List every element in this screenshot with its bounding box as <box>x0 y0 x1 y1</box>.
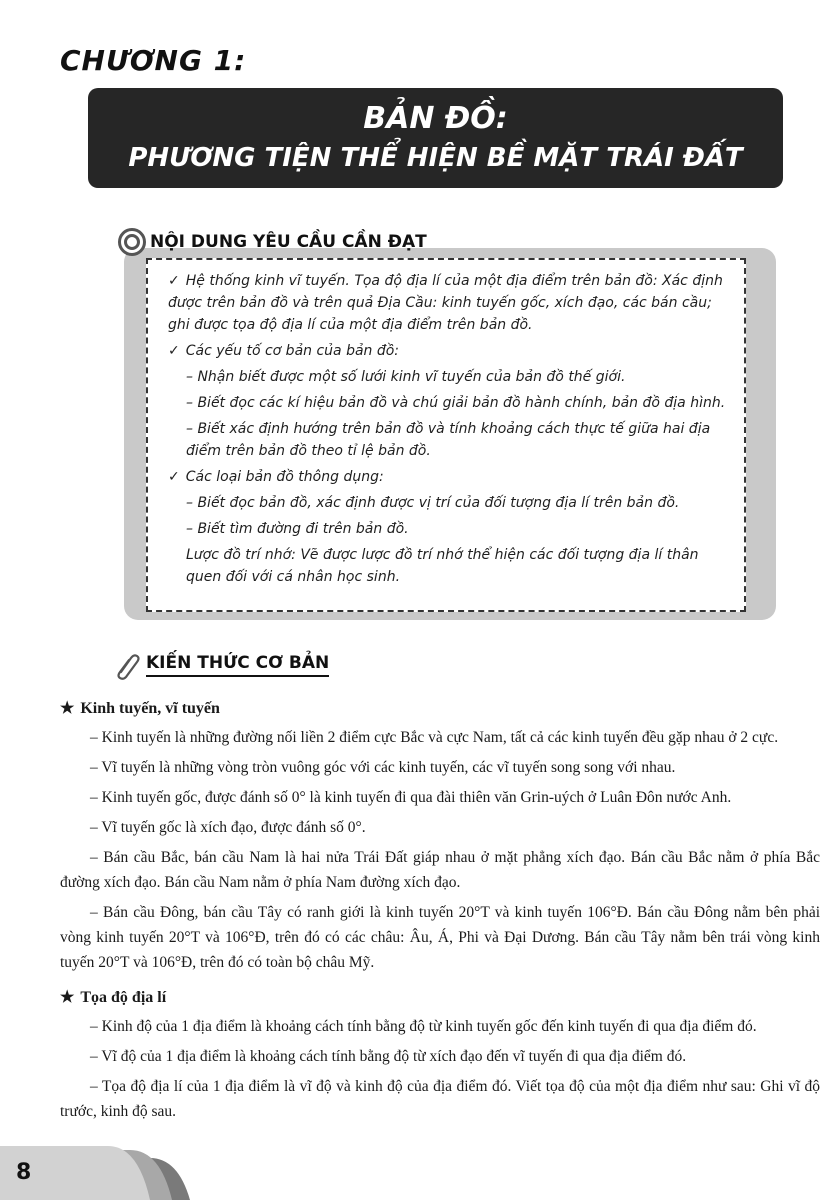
chapter-label: CHƯƠNG 1: <box>60 44 247 77</box>
paragraph: – Vĩ tuyến gốc là xích đạo, được đánh số 0°. <box>90 819 366 836</box>
check-icon: ✓ <box>168 343 180 359</box>
paperclip-icon <box>114 650 140 680</box>
requirement-subitem: Lược đồ trí nhớ: Vẽ được lược đồ trí nhớ thể hiện các đối tượng địa lí thân quen đối với cá nhân học sinh. <box>186 547 699 585</box>
star-icon: ★ <box>60 989 75 1006</box>
section-heading: ★ Kinh tuyến, vĩ tuyến <box>60 696 820 721</box>
main-content <box>60 696 820 1129</box>
requirements-heading <box>118 228 427 256</box>
check-icon: ✓ <box>168 469 180 485</box>
paragraph: – Kinh độ của 1 địa điểm là khoảng cách tính bằng độ từ kinh tuyến gốc đến kinh tuyến đi qua địa điểm đó. <box>90 1018 757 1035</box>
requirements-box <box>146 258 746 612</box>
page-number: 8 <box>16 1160 32 1185</box>
knowledge-heading <box>114 650 329 680</box>
paragraph: – Kinh tuyến là những đường nối liền 2 điểm cực Bắc và cực Nam, tất cả các kinh tuyến đều gặp nhau ở 2 cực. <box>90 729 779 746</box>
knowledge-heading-label: KIẾN THỨC CƠ BẢN <box>146 653 329 677</box>
paragraph: – Bán cầu Đông, bán cầu Tây có ranh giới là kinh tuyến 20°T và kinh tuyến 106°Đ. Bán cầu Đông nằm bên phải vòng kinh tuyến 20°T và 106°Đ, trên đó có các châu: Âu, Á, Phi và Đại Dương. Bán cầu Tây nằm bên trái vòng kinh tuyến 20°T và 106°Đ, trên đó có toàn bộ châu Mỹ. <box>60 904 820 971</box>
requirement-item: ✓ Các yếu tố cơ bản của bản đồ: <box>168 343 400 359</box>
requirement-subitem: – Biết đọc các kí hiệu bản đồ và chú giải bản đồ hành chính, bản đồ địa hình. <box>186 395 726 411</box>
star-icon: ★ <box>60 700 75 717</box>
paragraph: – Vĩ độ của 1 địa điểm là khoảng cách tính bằng độ từ xích đạo đến vĩ tuyến đi qua địa điểm đó. <box>90 1048 687 1065</box>
chapter-title-line1: BẢN ĐỒ: <box>363 101 508 136</box>
paragraph: – Bán cầu Bắc, bán cầu Nam là hai nửa Trái Đất giáp nhau ở mặt phẳng xích đạo. Bán cầu Bắc nằm ở phía Bắc đường xích đạo. Bán cầu Nam nằm ở phía Nam đường xích đạo. <box>60 849 820 891</box>
requirement-subitem: – Biết tìm đường đi trên bản đồ. <box>186 521 409 537</box>
target-icon <box>118 228 146 256</box>
requirement-subitem: – Nhận biết được một số lưới kinh vĩ tuyến của bản đồ thế giới. <box>186 369 626 385</box>
paragraph: – Vĩ tuyến là những vòng tròn vuông góc với các kinh tuyến, các vĩ tuyến song song với nhau. <box>90 759 676 776</box>
requirement-subitem: – Biết xác định hướng trên bản đồ và tính khoảng cách thực tế giữa hai địa điểm trên bản đồ theo tỉ lệ bản đồ. <box>186 421 711 459</box>
section-heading: ★ Tọa độ địa lí <box>60 985 820 1010</box>
paragraph: – Kinh tuyến gốc, được đánh số 0° là kinh tuyến đi qua đài thiên văn Grin-uých ở Luân Đôn nước Anh. <box>90 789 732 806</box>
chapter-title-banner <box>88 88 783 188</box>
requirements-heading-label: NỘI DUNG YÊU CẦU CẦN ĐẠT <box>150 232 427 252</box>
chapter-title-line2: PHƯƠNG TIỆN THỂ HIỆN BỀ MẶT TRÁI ĐẤT <box>128 143 743 173</box>
requirement-item: ✓ Hệ thống kinh vĩ tuyến. Tọa độ địa lí của một địa điểm trên bản đồ: Xác định được trên bản đồ và trên quả Địa Cầu: kinh tuyến gốc, xích đạo, các bán cầu; ghi được tọa độ địa lí của một địa điểm trên bản đồ. <box>168 273 723 333</box>
requirement-item: ✓ Các loại bản đồ thông dụng: <box>168 469 384 485</box>
check-icon: ✓ <box>168 273 180 289</box>
paragraph: – Tọa độ địa lí của 1 địa điểm là vĩ độ và kinh độ của địa điểm đó. Viết tọa độ của một địa điểm như sau: Ghi vĩ độ trước, kinh độ sau. <box>60 1078 820 1120</box>
requirement-subitem: – Biết đọc bản đồ, xác định được vị trí của đối tượng địa lí trên bản đồ. <box>186 495 680 511</box>
